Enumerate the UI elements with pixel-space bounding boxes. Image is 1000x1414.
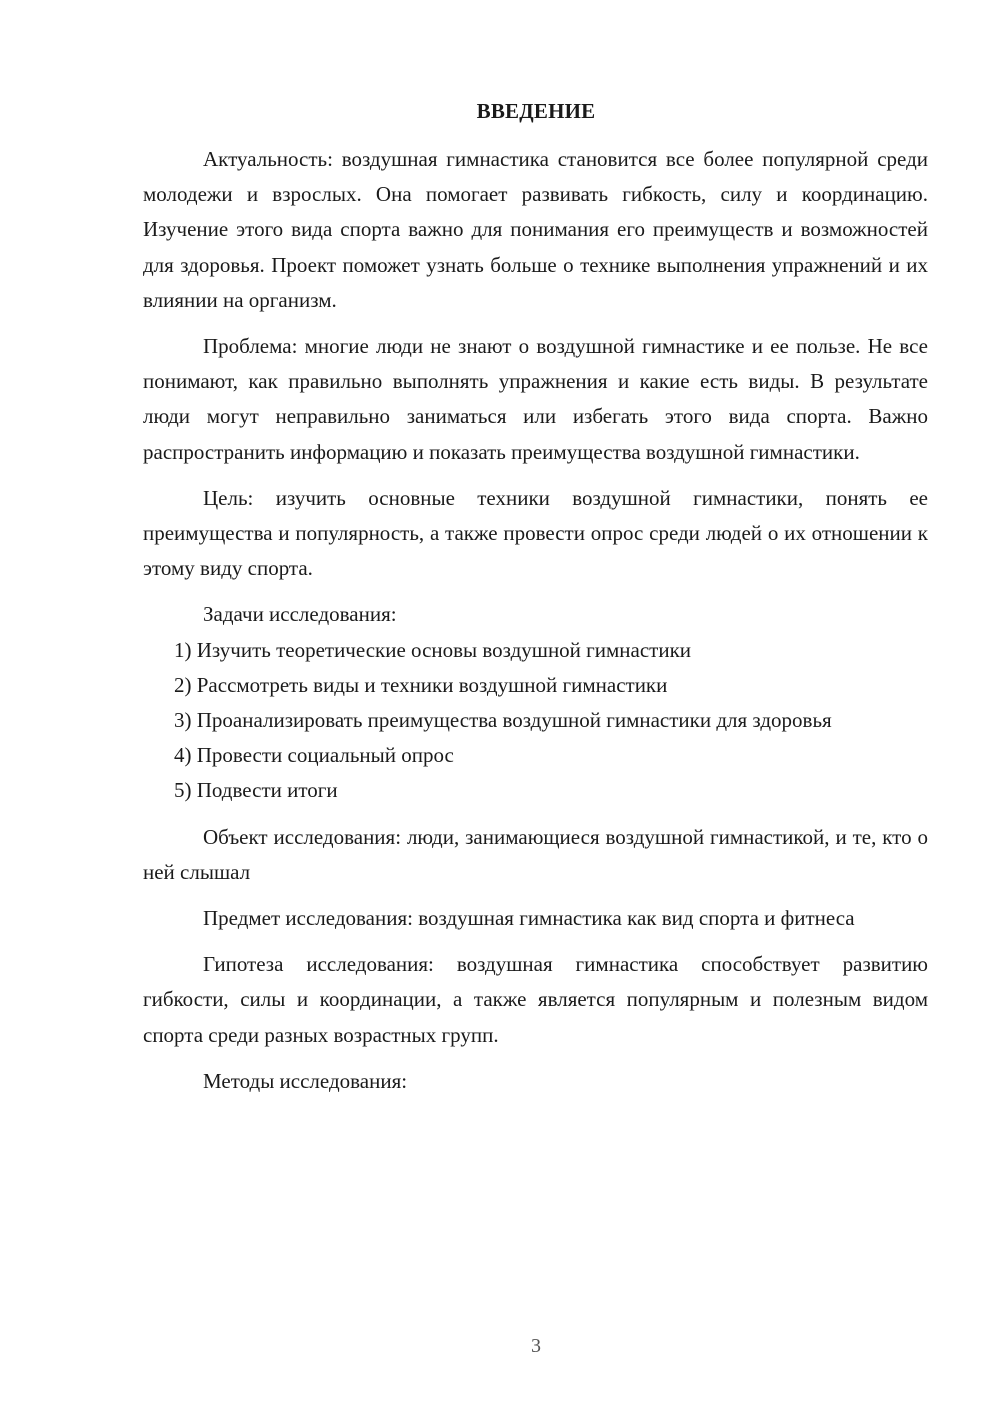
document-body	[143, 142, 928, 1099]
task-item-5: 5) Подвести итоги	[174, 778, 338, 803]
paragraph-problem: Проблема: многие люди не знают о воздушной гимнастике и ее пользе. Не все понимают, как правильно выполнять упражнения и какие есть виды. В результате люди могут неправильно заниматься или избегать этого вида спорта. Важно распространить информацию и показать преимущества воздушной гимнастики.	[143, 334, 928, 464]
task-item-4: 4) Провести социальный опрос	[174, 743, 454, 768]
page-number: 3	[531, 1335, 541, 1357]
paragraph-relevance: Актуальность: воздушная гимнастика становится все более популярной среди молодежи и взрослых. Она помогает развивать гибкость, силу и координацию. Изучение этого вида спорта важно для понимания его преимуществ и возможностей для здоровья. Проект поможет узнать больше о технике выполнения упражнений и их влиянии на организм.	[143, 147, 928, 312]
task-item-2: 2) Рассмотреть виды и техники воздушной гимнастики	[174, 672, 668, 697]
task-item-1: 1) Изучить теоретические основы воздушной гимнастики	[174, 637, 692, 662]
paragraph-object: Объект исследования: люди, занимающиеся воздушной гимнастикой, и те, кто о ней слышал	[143, 824, 928, 884]
paragraph-goal: Цель: изучить основные техники воздушной гимнастики, понять ее преимущества и популярность, а также провести опрос среди людей о их отношении к этому виду спорта.	[143, 485, 928, 581]
paragraph-subject: Предмет исследования: воздушная гимнастика как вид спорта и фитнеса	[203, 906, 855, 931]
section-title: ВВЕДЕНИЕ	[476, 99, 596, 123]
paragraph-hypothesis: Гипотеза исследования: воздушная гимнастика способствует развитию гибкости, силы и координации, а также является популярным и полезным видом спорта среди разных возрастных групп.	[143, 952, 928, 1047]
tasks-heading: Задачи исследования:	[203, 602, 397, 627]
task-item-3: 3) Проанализировать преимущества воздушной гимнастики для здоровья	[174, 708, 832, 733]
methods-heading: Методы исследования:	[203, 1068, 408, 1093]
